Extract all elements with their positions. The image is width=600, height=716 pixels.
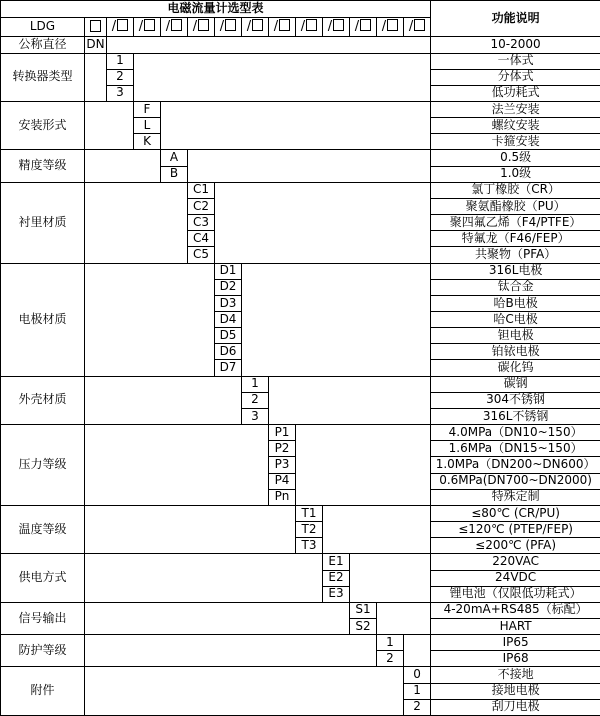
- desc-cell: 钛合金: [431, 279, 600, 295]
- model-box-cell: [107, 18, 134, 37]
- code-cell: S1: [350, 602, 377, 618]
- code-cell: P3: [269, 457, 296, 473]
- desc-cell: 分体式: [431, 69, 600, 85]
- desc-cell: 刮刀电极: [431, 699, 600, 715]
- gap-cell: [85, 667, 404, 716]
- model-prefix-cell: LDG: [1, 18, 85, 37]
- code-cell: 0: [404, 667, 431, 683]
- code-cell: E2: [323, 570, 350, 586]
- selector-row: [1, 667, 600, 683]
- page-title: 电磁流量计选型表: [1, 1, 431, 18]
- gap-cell: [85, 554, 323, 602]
- desc-cell: 316L电极: [431, 263, 600, 279]
- desc-cell: 0.5级: [431, 150, 600, 166]
- code-cell: C5: [188, 247, 215, 263]
- gap-cell: [134, 53, 431, 101]
- code-cell: F: [134, 101, 161, 117]
- gap-cell: [404, 635, 431, 667]
- selector-row: [1, 37, 600, 53]
- code-cell: 1: [377, 635, 404, 651]
- desc-cell: ≤120℃ (PTEP/FEP): [431, 522, 600, 538]
- desc-cell: IP68: [431, 651, 600, 667]
- code-cell: 1: [404, 683, 431, 699]
- category-label: 衬里材质: [1, 182, 85, 263]
- desc-cell: 220VAC: [431, 554, 600, 570]
- category-label: 附件: [1, 667, 85, 716]
- model-box-cell: [85, 18, 107, 37]
- desc-cell: 316L不锈钢: [431, 408, 600, 424]
- slash-glyph: /: [165, 19, 171, 35]
- desc-cell: 锂电池（仅限低功耗式）: [431, 586, 600, 602]
- gap-cell: [269, 376, 431, 424]
- slash-glyph: /: [354, 19, 360, 35]
- code-cell: 2: [377, 651, 404, 667]
- gap-cell: [85, 376, 242, 424]
- code-cell: 3: [242, 408, 269, 424]
- model-box-cell: [350, 18, 377, 37]
- desc-cell: 低功耗式: [431, 85, 600, 101]
- desc-cell: IP65: [431, 635, 600, 651]
- checkbox-glyph: [333, 19, 344, 31]
- slash-glyph: /: [219, 19, 225, 35]
- category-label: 压力等级: [1, 425, 85, 506]
- desc-cell: 卡箍安装: [431, 134, 600, 150]
- slash-glyph: /: [111, 19, 117, 35]
- code-cell: D6: [215, 344, 242, 360]
- desc-cell: 4-20mA+RS485（标配）: [431, 602, 600, 618]
- slash-glyph: /: [327, 19, 333, 35]
- checkbox-glyph: [306, 19, 317, 31]
- gap-cell: [161, 101, 431, 149]
- gap-cell: [85, 425, 269, 506]
- category-label: 外壳材质: [1, 376, 85, 424]
- code-cell: C4: [188, 231, 215, 247]
- selector-row: [1, 635, 600, 651]
- desc-cell: ≤200℃ (PFA): [431, 538, 600, 554]
- checkbox-glyph: [279, 19, 290, 31]
- desc-cell: 哈C电极: [431, 312, 600, 328]
- desc-cell: 钽电极: [431, 328, 600, 344]
- desc-cell: 10-2000: [431, 37, 600, 53]
- category-label: 转换器类型: [1, 53, 85, 101]
- code-cell: C1: [188, 182, 215, 198]
- desc-cell: 哈B电极: [431, 295, 600, 311]
- checkbox-glyph: [387, 19, 398, 31]
- desc-cell: 不接地: [431, 667, 600, 683]
- gap-cell: [350, 554, 431, 602]
- code-cell: 1: [242, 376, 269, 392]
- gap-cell: [296, 425, 431, 506]
- desc-cell: HART: [431, 618, 600, 634]
- slash-glyph: /: [246, 19, 252, 35]
- model-box-cell: [134, 18, 161, 37]
- slash-glyph: /: [300, 19, 306, 35]
- selector-row: [1, 376, 600, 392]
- code-cell: B: [161, 166, 188, 182]
- desc-cell: 一体式: [431, 53, 600, 69]
- category-label: 信号输出: [1, 602, 85, 634]
- desc-cell: 聚氨酯橡胶（PU）: [431, 198, 600, 214]
- code-cell: P4: [269, 473, 296, 489]
- desc-cell: 法兰安装: [431, 101, 600, 117]
- checkbox-glyph: [90, 20, 101, 32]
- desc-cell: 1.0级: [431, 166, 600, 182]
- title-row: [1, 1, 600, 18]
- selector-row: [1, 602, 600, 618]
- gap-cell: [85, 263, 215, 376]
- code-cell: 3: [107, 85, 134, 101]
- code-cell: D7: [215, 360, 242, 376]
- gap-cell: [377, 602, 431, 634]
- selector-row: [1, 505, 600, 521]
- desc-cell: 氯丁橡胶（CR）: [431, 182, 600, 198]
- checkbox-glyph: [171, 19, 182, 31]
- code-cell: 1: [107, 53, 134, 69]
- model-box-cell: [188, 18, 215, 37]
- code-cell: C3: [188, 215, 215, 231]
- desc-cell: 1.6MPa（DN15~150）: [431, 441, 600, 457]
- slash-glyph: /: [273, 19, 279, 35]
- desc-cell: ≤80℃ (CR/PU): [431, 505, 600, 521]
- model-box-cell: [377, 18, 404, 37]
- selector-row: [1, 425, 600, 441]
- slash-glyph: /: [192, 19, 198, 35]
- checkbox-glyph: [414, 19, 425, 31]
- code-cell: E1: [323, 554, 350, 570]
- code-cell: Pn: [269, 489, 296, 505]
- code-cell: 2: [404, 699, 431, 715]
- code-cell: C2: [188, 198, 215, 214]
- code-cell: T3: [296, 538, 323, 554]
- category-label: 安装形式: [1, 101, 85, 149]
- code-cell: DN: [86, 37, 105, 52]
- gap-cell: [85, 53, 107, 101]
- code-cell: L: [134, 118, 161, 134]
- category-label: 防护等级: [1, 635, 85, 667]
- checkbox-glyph: [360, 19, 371, 31]
- desc-cell: 螺纹安装: [431, 118, 600, 134]
- desc-cell: 1.0MPa（DN200~DN600）: [431, 457, 600, 473]
- checkbox-glyph: [252, 19, 263, 31]
- gap-cell: [107, 37, 431, 53]
- model-box-cell: [404, 18, 431, 37]
- desc-cell: 聚四氟乙烯（F4/PTFE）: [431, 215, 600, 231]
- desc-cell: 共聚物（PFA）: [431, 247, 600, 263]
- gap-cell: [85, 150, 161, 182]
- gap-cell: [85, 602, 350, 634]
- function-column-header: 功能说明: [431, 1, 600, 37]
- model-box-cell: [323, 18, 350, 37]
- gap-cell: [85, 101, 134, 149]
- model-box-cell: [242, 18, 269, 37]
- model-box-cell: [161, 18, 188, 37]
- slash-glyph: /: [381, 19, 387, 35]
- model-box-cell: [269, 18, 296, 37]
- gap-cell: [323, 505, 431, 553]
- selector-row: [1, 554, 600, 570]
- code-cell: S2: [350, 618, 377, 634]
- desc-cell: 0.6MPa(DN700~DN2000): [431, 473, 600, 489]
- code-cell: 2: [242, 392, 269, 408]
- code-cell: P1: [269, 425, 296, 441]
- desc-cell: 304不锈钢: [431, 392, 600, 408]
- gap-cell: [85, 505, 296, 553]
- selector-row: [1, 263, 600, 279]
- desc-cell: 特殊定制: [431, 489, 600, 505]
- category-label: 供电方式: [1, 554, 85, 602]
- desc-cell: 特氟龙（F46/FEP）: [431, 231, 600, 247]
- code-cell: D1: [215, 263, 242, 279]
- selector-row: [1, 150, 600, 166]
- code-cell: D2: [215, 279, 242, 295]
- code-cell: 2: [107, 69, 134, 85]
- code-cell: P2: [269, 441, 296, 457]
- selector-row: [1, 182, 600, 198]
- desc-cell: 碳化钨: [431, 360, 600, 376]
- category-label: 温度等级: [1, 505, 85, 553]
- model-box-cell: [296, 18, 323, 37]
- category-label: 公称直径: [1, 37, 85, 53]
- checkbox-glyph: [198, 19, 209, 31]
- category-label: 电极材质: [1, 263, 85, 376]
- desc-cell: 24VDC: [431, 570, 600, 586]
- desc-cell: 4.0MPa（DN10~150）: [431, 425, 600, 441]
- code-cell: A: [161, 150, 188, 166]
- code-cell: D5: [215, 328, 242, 344]
- desc-cell: 接地电极: [431, 683, 600, 699]
- code-cell: D3: [215, 295, 242, 311]
- gap-cell: [85, 182, 188, 263]
- selector-row: [1, 101, 600, 117]
- gap-cell: [85, 635, 377, 667]
- gap-cell: [188, 150, 431, 182]
- desc-cell: 碳钢: [431, 376, 600, 392]
- gap-cell: [215, 182, 431, 263]
- slash-glyph: /: [138, 19, 144, 35]
- code-cell: K: [134, 134, 161, 150]
- checkbox-glyph: [225, 19, 236, 31]
- model-box-cell: [215, 18, 242, 37]
- desc-cell: 铂铱电极: [431, 344, 600, 360]
- slash-glyph: /: [408, 19, 414, 35]
- checkbox-glyph: [117, 19, 128, 31]
- checkbox-glyph: [144, 19, 155, 31]
- code-cell: T1: [296, 505, 323, 521]
- code-cell: E3: [323, 586, 350, 602]
- selector-row: [1, 53, 600, 69]
- code-cell: D4: [215, 312, 242, 328]
- code-cell: T2: [296, 522, 323, 538]
- gap-cell: [242, 263, 431, 376]
- category-label: 精度等级: [1, 150, 85, 182]
